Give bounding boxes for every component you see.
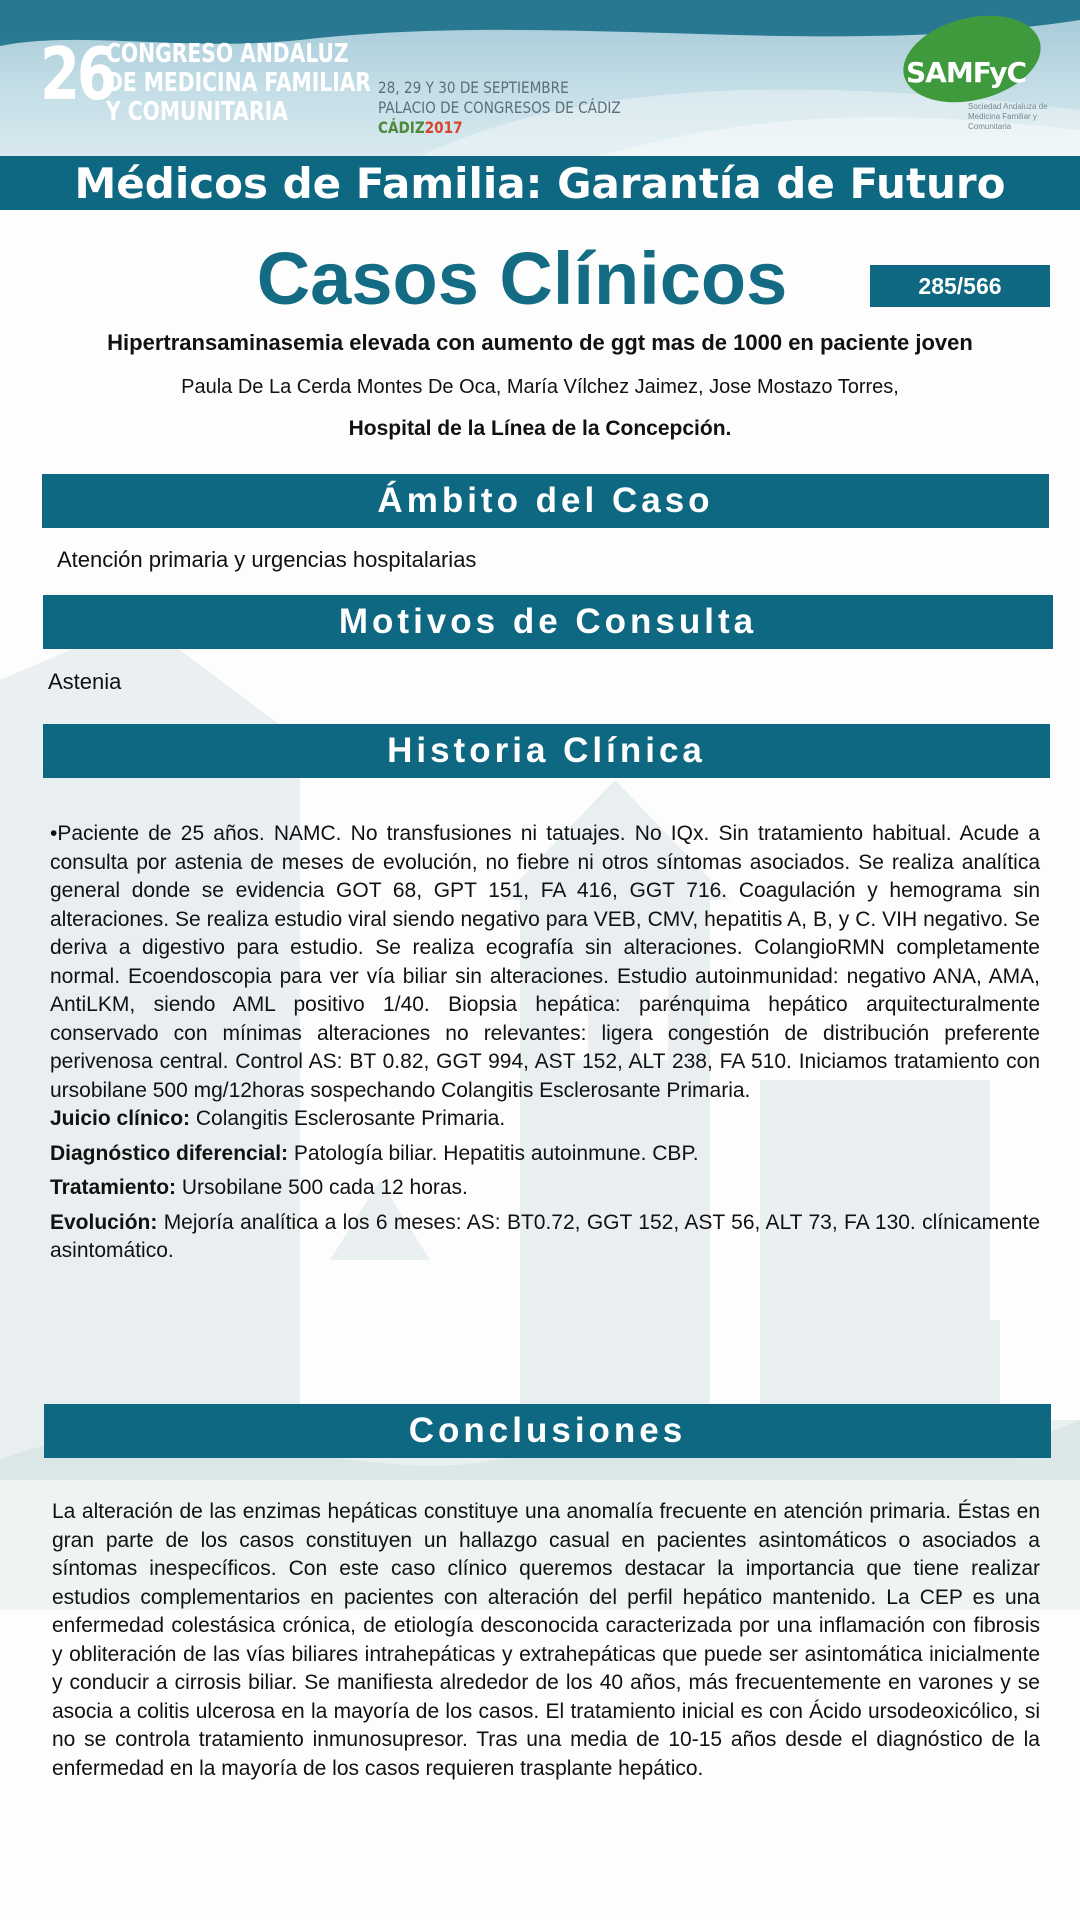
juicio-text: Colangitis Esclerosante Primaria.	[190, 1107, 506, 1130]
section-header-motivos: Motivos de Consulta	[43, 595, 1053, 649]
slogan-text: Médicos de Familia: Garantía de Futuro	[74, 158, 1006, 208]
logo-text: SAMFyC	[906, 56, 1027, 89]
evolucion-text: Mejoría analítica a los 6 meses: AS: BT0.72, GGT 152, AST 56, ALT 73, FA 130. clínicamente asintomático.	[50, 1210, 1040, 1262]
case-title: Hipertransaminasemia elevada con aumento de ggt mas de 1000 en paciente joven	[107, 330, 973, 355]
congress-name-line: Y COMUNITARIA	[106, 97, 288, 127]
slogan-bar	[0, 156, 1080, 210]
evolucion-line	[50, 1209, 1040, 1266]
case-id-badge: 285/566	[870, 265, 1050, 307]
tratamiento-label: Tratamiento:	[50, 1176, 177, 1199]
congress-name-line: DE MEDICINA FAMILIAR	[106, 68, 372, 98]
section-header-historia: Historia Clínica	[43, 724, 1050, 778]
diferencial-label: Diagnóstico diferencial:	[50, 1141, 289, 1165]
evolucion-label: Evolución:	[50, 1210, 158, 1234]
hospital: Hospital de la Línea de la Concepción.	[348, 417, 732, 440]
conclusiones-text: La alteración de las enzimas hepáticas constituye una anomalía frecuente en atención primaria. Éstas en gran parte de los casos constituyen un hallazgo casual en pacientes asintomáticos o asociados a síntomas inespecíficos. Con este caso clínico queremos destacar la importancia que tiene realizar estudios complementarios en pacientes con alteración del perfil hepático mantenido. La CEP es una enfermedad colestásica crónica, de etiología desconocida caracterizada por una inflamación con fibrosis y obliteración de las vías biliares intrahepáticas y extrahepáticas que puede ser asintomática inicialmente y conducir a cirrosis biliar. Se manifiesta alrededor de los 40 años, más frecuentemente en varones y se asocia a colitis ulcerosa en la mayoría de los casos. El tratamiento inicial es con Ácido ursodeoxicólico, si no se controla tratamiento inmunosupresor. Tras una media de 10-15 años desde el diagnóstico de la enfermedad en la mayoría de los casos requieren trasplante hepático.	[52, 1500, 1040, 1780]
venue-text: PALACIO DE CONGRESOS DE CÁDIZ	[378, 98, 621, 117]
historia-body: •Paciente de 25 años. NAMC. No transfusiones ni tatuajes. No IQx. Sin tratamiento habitual. Acude a consulta por astenia de meses de evolución, no fiebre ni otros síntomas asociados. Se realiza analítica general donde se evidencia GOT 68, GPT 151, FA 416, GGT 716. Coagulación y hemograma sin alteraciones. Se realiza estudio viral siendo negativo para VEB, CMV, hepatitis A, B, y C. VIH negativo. Se deriva a digestivo para estudio. Se realiza ecografía sin alteraciones. ColangioRMN completamente normal. Ecoendoscopia para ver vía biliar sin alteraciones. Estudio autoinmunidad: negativo ANA, AMA, AntiLKM, siendo AML positivo 1/40. Biopsia hepática: parénquima hepático arquitecturalmente conservado con mínimas alteraciones no relevantes: ligera congestión de distribución preferente perivenosa central. Control AS: BT 0.82, GGT 994, AST 152, ALT 238, FA 510. Iniciamos tratamiento con ursobilane 500 mg/12horas sospechando Colangitis Esclerosante Primaria.	[50, 822, 1040, 1102]
header-banner	[0, 0, 1080, 156]
ambito-text: Atención primaria y urgencias hospitalarias	[57, 547, 477, 572]
motivos-text: Astenia	[48, 669, 122, 694]
dates-text: 28, 29 Y 30 DE SEPTIEMBRE	[378, 78, 569, 97]
city-year	[378, 118, 621, 138]
juicio-label: Juicio clínico:	[50, 1107, 191, 1130]
diferencial-line	[50, 1140, 1040, 1169]
tratamiento-line	[50, 1174, 1040, 1203]
tratamiento-text: Ursobilane 500 cada 12 horas.	[176, 1176, 468, 1199]
historia-block	[50, 820, 1040, 1266]
logo-subtitle: Sociedad Andaluza de Medicina Familiar y Comunitaria	[968, 102, 1048, 131]
diferencial-text: Patología biliar. Hepatitis autoinmune. CBP.	[288, 1141, 699, 1165]
congress-dates	[378, 78, 621, 138]
city-text: CÁDIZ	[378, 118, 425, 137]
year-text: 2017	[424, 118, 463, 137]
section-header-conclusiones: Conclusiones	[44, 1404, 1051, 1458]
samfyc-logo	[902, 18, 1048, 138]
congress-name	[106, 40, 371, 127]
authors: Paula De La Cerda Montes De Oca, María Vílchez Jaimez, Jose Mostazo Torres,	[181, 376, 899, 398]
congress-name-line: CONGRESO ANDALUZ	[106, 39, 349, 69]
section-header-ambito: Ámbito del Caso	[42, 474, 1049, 528]
congress-number: 26	[40, 32, 114, 116]
juicio-line	[50, 1105, 1040, 1134]
poster-title-text: Casos Clínicos	[256, 237, 788, 320]
